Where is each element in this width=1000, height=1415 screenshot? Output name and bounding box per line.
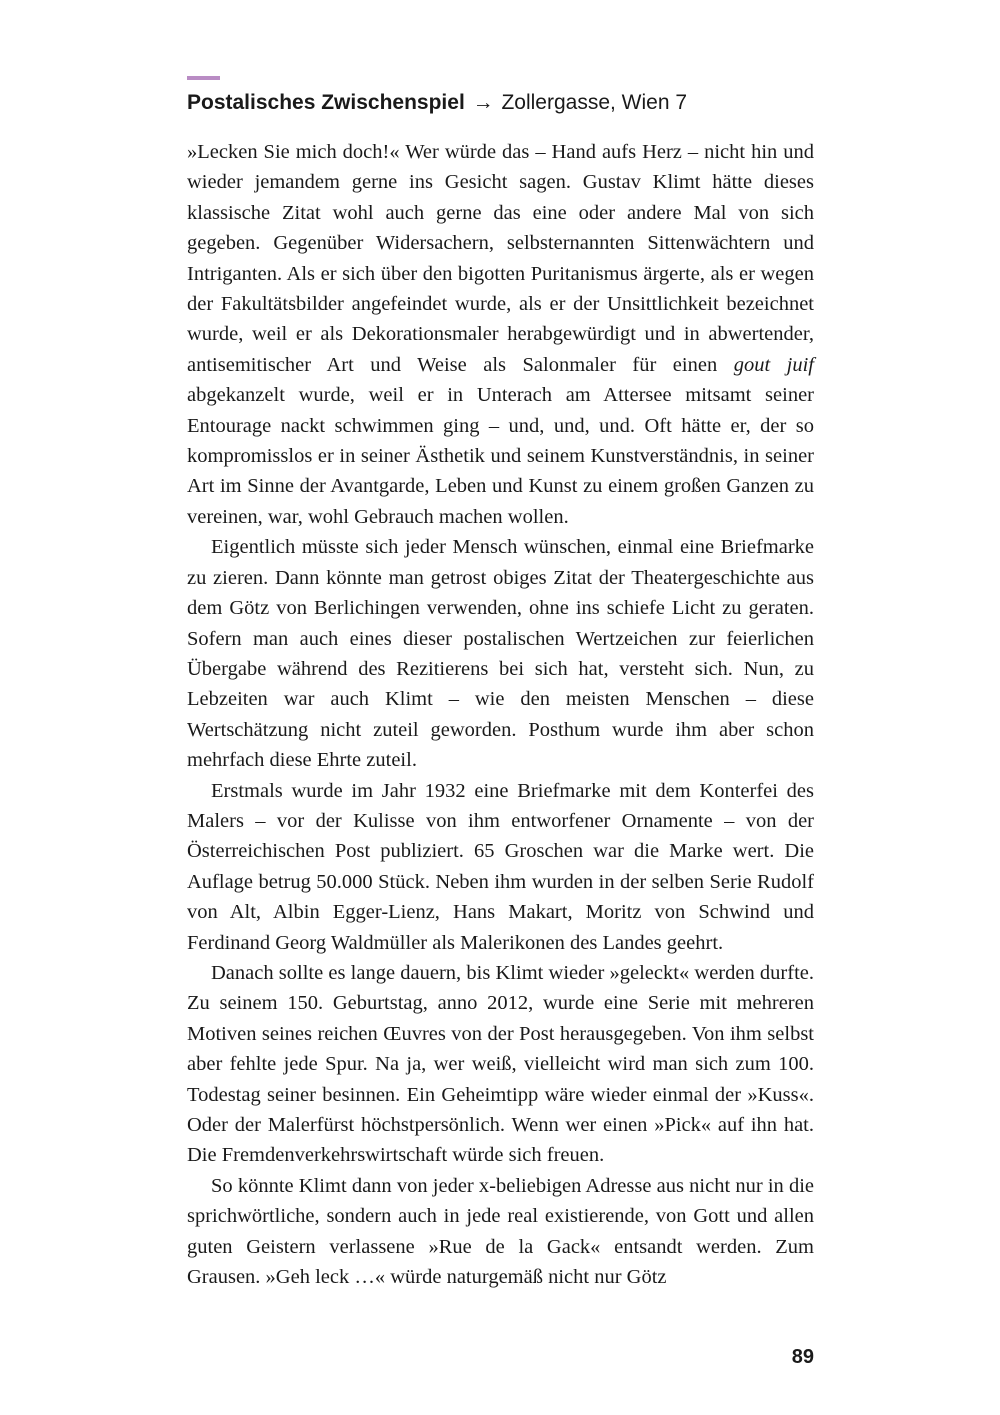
paragraph-1 (187, 137, 814, 532)
paragraph-4: Danach sollte es lange dauern, bis Klimt wieder »geleckt« werden durfte. Zu seinem 150. Geburtstag, anno 2012, wurde eine Serie mit mehreren Motiven seines reichen Œuvres von der Post herausgegeben. Von ihm selbst aber fehlte jede Spur. Na ja, wer weiß, vielleicht wird man sich zum 100. Todestag seiner besinnen. Ein Geheimtipp wäre wieder einmal der »Kuss«. Oder der Malerfürst höchstpersönlich. Wenn wer einen »Pick« auf ihn hat. Die Fremdenverkehrswirtschaft würde sich freuen. (187, 961, 814, 1167)
header-location: Zollergasse, Wien 7 (501, 91, 688, 114)
body-text (187, 137, 814, 1292)
paragraph-1-text-b: abgekanzelt wurde, weil er in Unterach am Attersee mitsamt seiner Entourage nackt schwimmen ging – und, und, und. Oft hätte er, der so kompromisslos er in seiner Ästhetik und seinem Kunstverständnis, in seiner Art im Sinne der Avantgarde, Leben und Kunst zu einem großen Ganzen zu vereinen, war, wohl Gebrauch machen wollen. (187, 384, 814, 528)
paragraph-2: Eigentlich müsste sich jeder Mensch wünschen, einmal eine Briefmarke zu zieren. Dann könnte man getrost obiges Zitat der Theatergeschichte aus dem Götz von Berlichingen verwenden, ohne ins schiefe Licht zu geraten. Sofern man auch eines dieser postalischen Wertzeichen zur feierlichen Übergabe während des Rezitierens bei sich hat, versteht sich. Nun, zu Lebzeiten war auch Klimt – wie den meisten Menschen – diese Wertschätzung nicht zuteil geworden. Posthum wurde ihm aber schon mehrfach diese Ehrte zuteil. (187, 536, 814, 772)
running-header (187, 88, 827, 118)
paragraph-1-italic: gout juif (733, 353, 814, 376)
arrow-right-icon: → (472, 91, 494, 114)
paragraph-5: So könnte Klimt dann von jeder x-beliebigen Adresse aus nicht nur in die sprichwörtliche, sondern auch in jede real existierende, von Gott und allen guten Geistern verlassene »Rue de la Gack« entsandt werden. Zum Grausen. »Geh leck …« würde naturgemäß nicht nur Götz (187, 1174, 814, 1289)
page-number: 89 (791, 1346, 814, 1368)
header-section-title: Postalisches Zwischenspiel (187, 91, 465, 114)
paragraph-3: Erstmals wurde im Jahr 1932 eine Briefmarke mit dem Konterfei des Malers – vor der Kulisse von ihm entworfener Ornamente – von der Österreichischen Post publiziert. 65 Groschen war die Marke wert. Die Auflage betrug 50.000 Stück. Neben ihm wurden in der selben Serie Rudolf von Alt, Albin Egger-Lienz, Hans Makart, Moritz von Schwind und Ferdinand Georg Waldmüller als Malerikonen des Landes geehrt. (187, 779, 814, 954)
header-accent-bar (187, 76, 220, 80)
paragraph-1-text-a: »Lecken Sie mich doch!« Wer würde das – Hand aufs Herz – nicht hin und wieder jemandem gerne ins Gesicht sagen. Gustav Klimt hätte dieses klassische Zitat wohl auch gerne das eine oder andere Mal von sich gegeben. Gegenüber Widersachern, selbsternannten Sittenwächtern und Intriganten. Als er sich über den bigotten Puritanismus ärgerte, als er wegen der Fakultätsbilder angefeindet wurde, als er der Unsittlichkeit bezeichnet wurde, weil er als Dekorationsmaler herabgewürdigt und in abwertender, antisemitischer Art und Weise als Salonmaler für einen (187, 141, 814, 376)
